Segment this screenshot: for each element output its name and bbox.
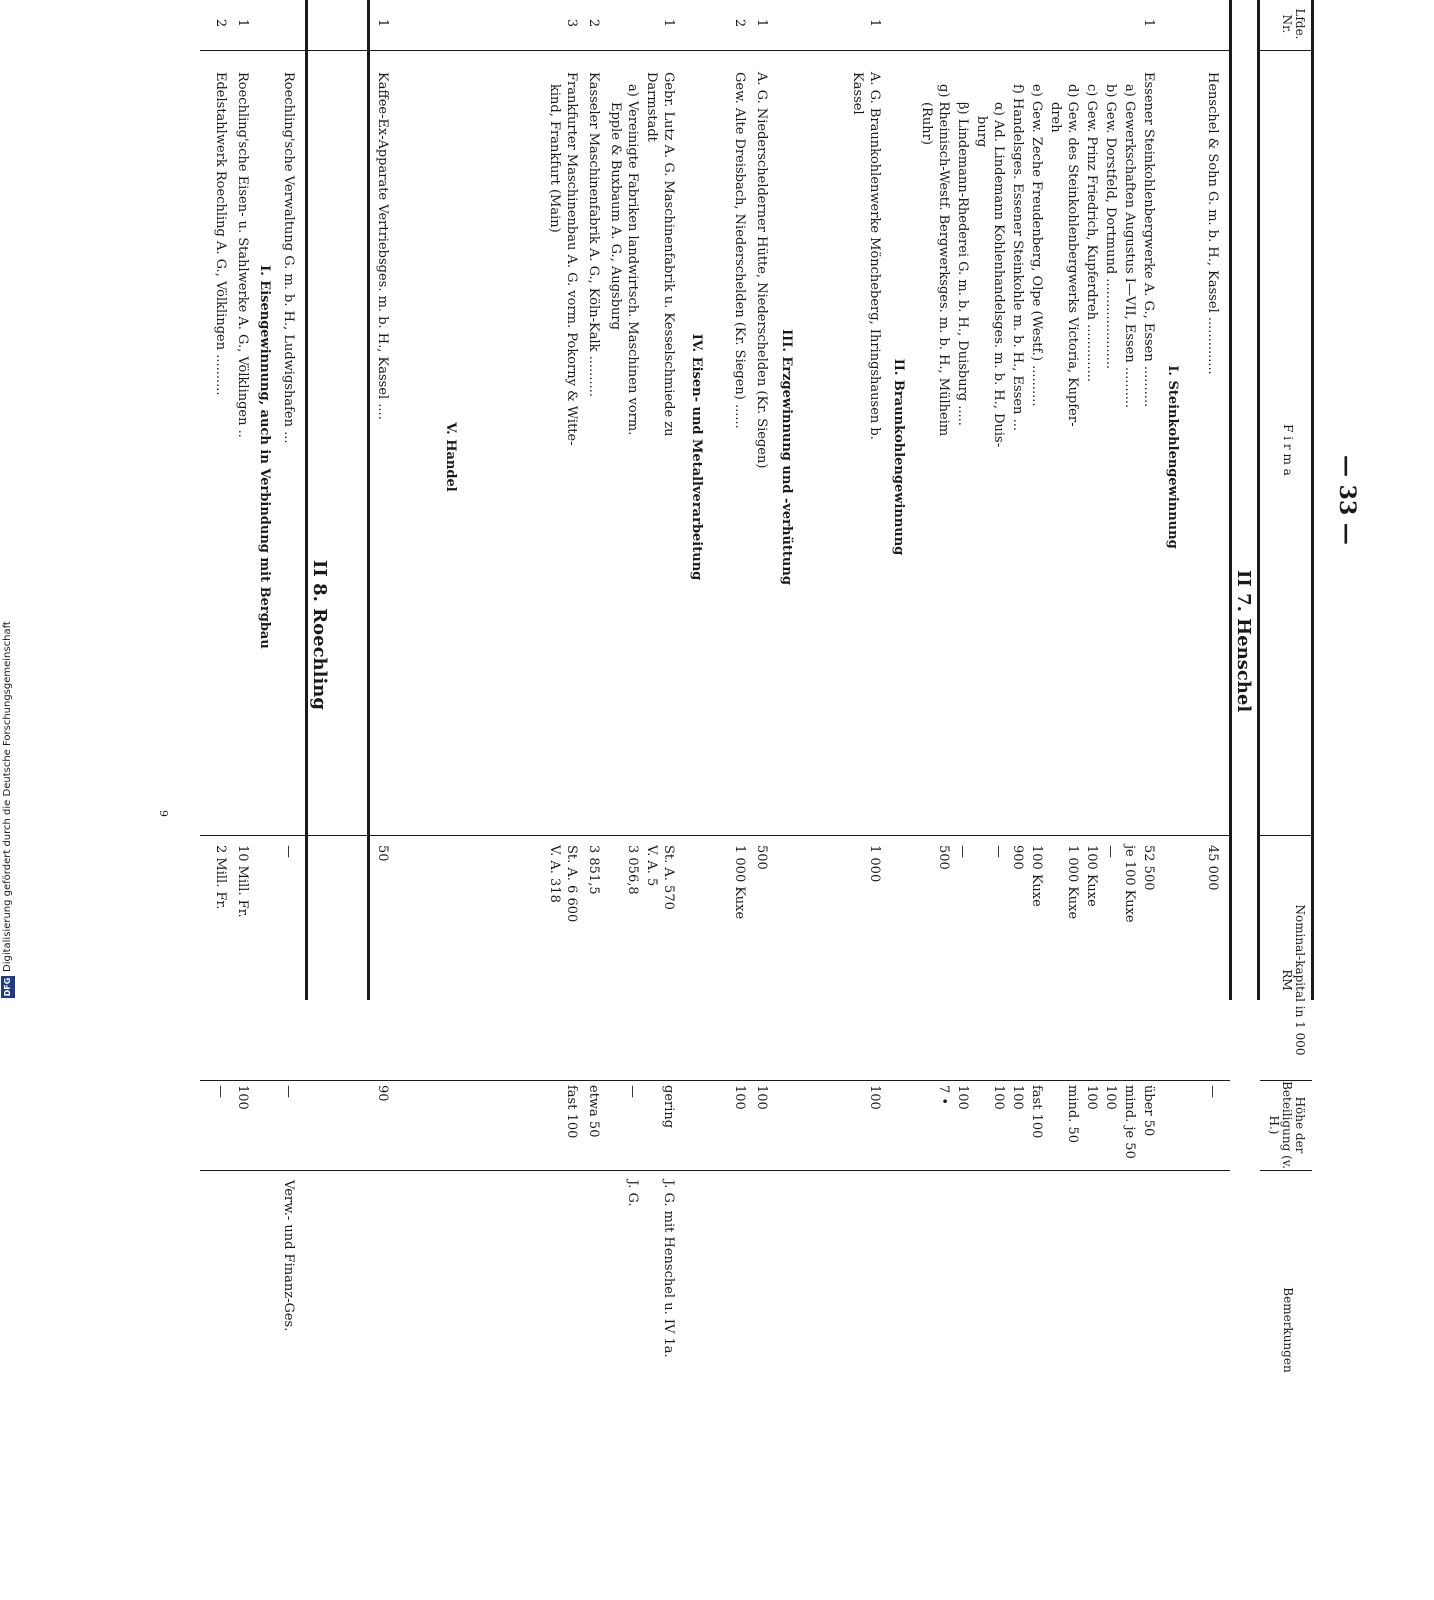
dfg-logo: DFG (1, 976, 15, 998)
capital-cell: St. A. 6 600 (564, 845, 579, 923)
column-rule-nr (200, 50, 1230, 51)
henschel-bottom-rule (367, 0, 370, 1000)
firma-cell: Epple & Buxbaum A. G., Augsburg (608, 102, 623, 330)
firma-cell: g) Rheinisch-Westf. Bergwerksges. m. b. H., Mülheim (936, 84, 951, 437)
capital-cell: — (1103, 845, 1118, 858)
firma-cell: kind, Frankfurt (Main) (547, 84, 562, 233)
firma-cell: A. G. Braunkohlenwerke Möncheberg, Ihringshausen b. (867, 72, 882, 440)
remarks-cell: J. G. mit Henschel u. IV 1a. (661, 1180, 676, 1358)
page-number: — 33 — (1334, 455, 1360, 545)
nr-cell: 1 (375, 18, 390, 28)
nr-cell: 2 (732, 18, 747, 28)
column-rule-nr (1260, 50, 1312, 51)
column-rule-share (200, 1170, 1230, 1171)
capital-cell: 900 (1010, 845, 1025, 870)
share-cell: 100 (955, 1085, 970, 1110)
firma-cell: A. G. Niederschelderner Hütte, Niederschelden (Kr. Siegen) (754, 72, 769, 469)
firma-cell: a) Vereinigte Fabriken landwirtsch. Maschinen vorm. (625, 84, 640, 436)
header-remarks: Bemerkungen (1281, 1287, 1295, 1373)
henschel-rule (1229, 0, 1232, 1000)
share-cell: — (625, 1085, 640, 1098)
firma-cell: Kasseler Maschinenfabrik A. G., Köln-Kalk .......... (586, 72, 601, 397)
header-firma: F i r m a (1281, 424, 1295, 476)
share-cell: — (213, 1085, 228, 1098)
header-bottom-rule (1257, 0, 1260, 1000)
column-rule-share (1260, 1170, 1312, 1171)
capital-cell: — (281, 845, 296, 858)
capital-cell: je 100 Kuxe (1122, 845, 1137, 923)
share-cell: 7 • (936, 1085, 951, 1106)
firma-cell: b) Gew. Dorstfeld, Dortmund ...................... (1103, 84, 1118, 370)
nr-cell: 1 (661, 18, 676, 28)
capital-cell: 1 000 Kuxe (732, 845, 747, 920)
nr-cell: 1 (754, 18, 769, 28)
share-cell: 100 (1010, 1085, 1025, 1110)
firma-cell: c) Gew. Prinz Friedrich, Kupferdreh .............. (1084, 84, 1099, 383)
capital-cell: 50 (375, 845, 390, 862)
share-cell: 100 (867, 1085, 882, 1110)
firma-cell: Edelstahlwerk Roechling A. G., Völklingen .......... (213, 72, 228, 396)
share-cell: 100 (754, 1085, 769, 1110)
firma-cell: Frankfurter Maschinenbau A. G. vorm. Pokorny & Witte- (564, 72, 579, 446)
share-cell: 90 (375, 1085, 390, 1102)
column-rule-firma (1260, 835, 1312, 836)
share-cell: mind. je 50 (1122, 1085, 1137, 1159)
capital-cell: 10 Mill. Fr. (235, 845, 250, 918)
nr-cell: 2 (586, 18, 601, 28)
column-rule-firma (200, 835, 1230, 836)
capital-cell: — (991, 845, 1006, 858)
remarks-cell: J. G. (625, 1180, 640, 1207)
share-cell: 100 (1103, 1085, 1118, 1110)
share-cell: — (1205, 1085, 1220, 1098)
firma-cell: Roechling'sche Verwaltung G. m. b. H., Ludwigshafen ... (281, 72, 296, 444)
capital-cell: 100 Kuxe (1084, 845, 1099, 907)
firma-cell: dreh (1048, 102, 1063, 133)
nr-cell: 1 (867, 18, 882, 28)
firma-cell: Henschel & Sohn G. m. b. H., Kassel .............. (1205, 72, 1220, 375)
firma-cell: a) Gewerkschaften Augustus I—VII, Essen .......... (1122, 84, 1137, 409)
nr-cell: 2 (213, 18, 228, 28)
capital-cell: V. A. 318 (547, 845, 562, 903)
share-cell: — (281, 1085, 296, 1098)
section-heading: II. Braunkohlengewinnung (891, 358, 906, 556)
share-cell: gering (661, 1085, 676, 1129)
capital-cell: — (955, 845, 970, 858)
capital-cell: 500 (936, 845, 951, 870)
firma-cell: Kassel (850, 72, 865, 115)
nr-cell: 1 (235, 18, 250, 28)
company-title-henschel: II 7. Henschel (1233, 570, 1254, 713)
margin-number: 9 (157, 810, 170, 817)
column-rule-capital (200, 1080, 1230, 1081)
section-heading: I. Steinkohlengewinnung (1165, 365, 1180, 549)
section-heading: I. Eisengewinnung, auch in Verbindung mit Bergbau (257, 265, 272, 649)
firma-cell: e) Gew. Zeche Freudenberg, Olpe (Westf.) .......... (1029, 84, 1044, 407)
capital-cell: 100 Kuxe (1029, 845, 1044, 907)
share-cell: über 50 (1141, 1085, 1156, 1137)
footer-text: Digitalisierung gefördert durch die Deutsche Forschungsgemeinschaft (2, 621, 13, 972)
capital-cell: 45 000 (1205, 845, 1220, 891)
section-heading: V. Handel (443, 422, 458, 492)
capital-cell: 1 000 Kuxe (1065, 845, 1080, 920)
section-heading: III. Erzgewinnung und -verhüttung (779, 329, 794, 585)
remarks-cell: Verw.- und Finanz-Ges. (281, 1180, 296, 1332)
roechling-rule (305, 0, 308, 1000)
share-cell: fast 100 (1029, 1085, 1044, 1139)
header-top-rule (1311, 0, 1314, 1000)
firma-cell: α) Ad. Lindemann Kohlenhandelsges. m. b. H., Duis- (991, 102, 1006, 448)
firma-cell: Gew. Alte Dreisbach, Niederschelden (Kr. Siegen) ...... (732, 72, 747, 429)
share-cell: mind. 50 (1065, 1085, 1080, 1143)
share-cell: 100 (1084, 1085, 1099, 1110)
firma-cell: Gebr. Lutz A. G. Maschinenfabrik u. Kesselschmiede zu (661, 72, 676, 437)
capital-cell: 3 851,5 (586, 845, 601, 895)
nr-cell: 1 (1141, 18, 1156, 28)
firma-cell: d) Gew. des Steinkohlenbergwerks Victoria, Kupfer- (1065, 84, 1080, 427)
header-nr: Lfde. Nr. (1280, 8, 1307, 40)
firma-cell: Kaffee-Ex-Apparate Vertriebsges. m. b. H., Kassel .... (375, 72, 390, 420)
capital-cell: 2 Mill. Fr. (213, 845, 228, 910)
firma-cell: Roechling'sche Eisen- u. Stahlwerke A. G., Völklingen .. (235, 72, 250, 438)
share-cell: 100 (732, 1085, 747, 1110)
header-share: Höhe der Beteiligung (v. H.) (1267, 1081, 1307, 1169)
header-capital: Nominal-kapital in 1 000 RM (1280, 904, 1307, 1056)
capital-cell: V. A. 5 (644, 845, 659, 887)
footer-banner (0, 0, 18, 1000)
section-heading: IV. Eisen- und Metallverarbeitung (689, 333, 704, 581)
share-cell: 100 (991, 1085, 1006, 1110)
firma-cell: Darmstadt (644, 72, 659, 142)
capital-cell: St. A. 570 (661, 845, 676, 910)
firma-cell: Essener Steinkohlenbergwerke A. G., Essen .......... (1141, 72, 1156, 408)
company-title-roechling: II 8. Roechling (309, 560, 330, 710)
capital-cell: 52 500 (1141, 845, 1156, 891)
share-cell: etwa 50 (586, 1085, 601, 1138)
firma-cell: (Ruhr) (919, 102, 934, 145)
firma-cell: β) Lindemann-Rhederei G. m. b. H., Duisburg ..... (955, 102, 970, 426)
nr-cell: 3 (564, 18, 579, 28)
firma-cell: f) Handelsges. Essener Steinkohle m. b. H., Essen ... (1010, 84, 1025, 431)
share-cell: 100 (235, 1085, 250, 1110)
capital-cell: 1 000 (867, 845, 882, 883)
capital-cell: 3 056,8 (625, 845, 640, 895)
share-cell: fast 100 (564, 1085, 579, 1139)
firma-cell: burg (974, 116, 989, 148)
capital-cell: 500 (754, 845, 769, 870)
